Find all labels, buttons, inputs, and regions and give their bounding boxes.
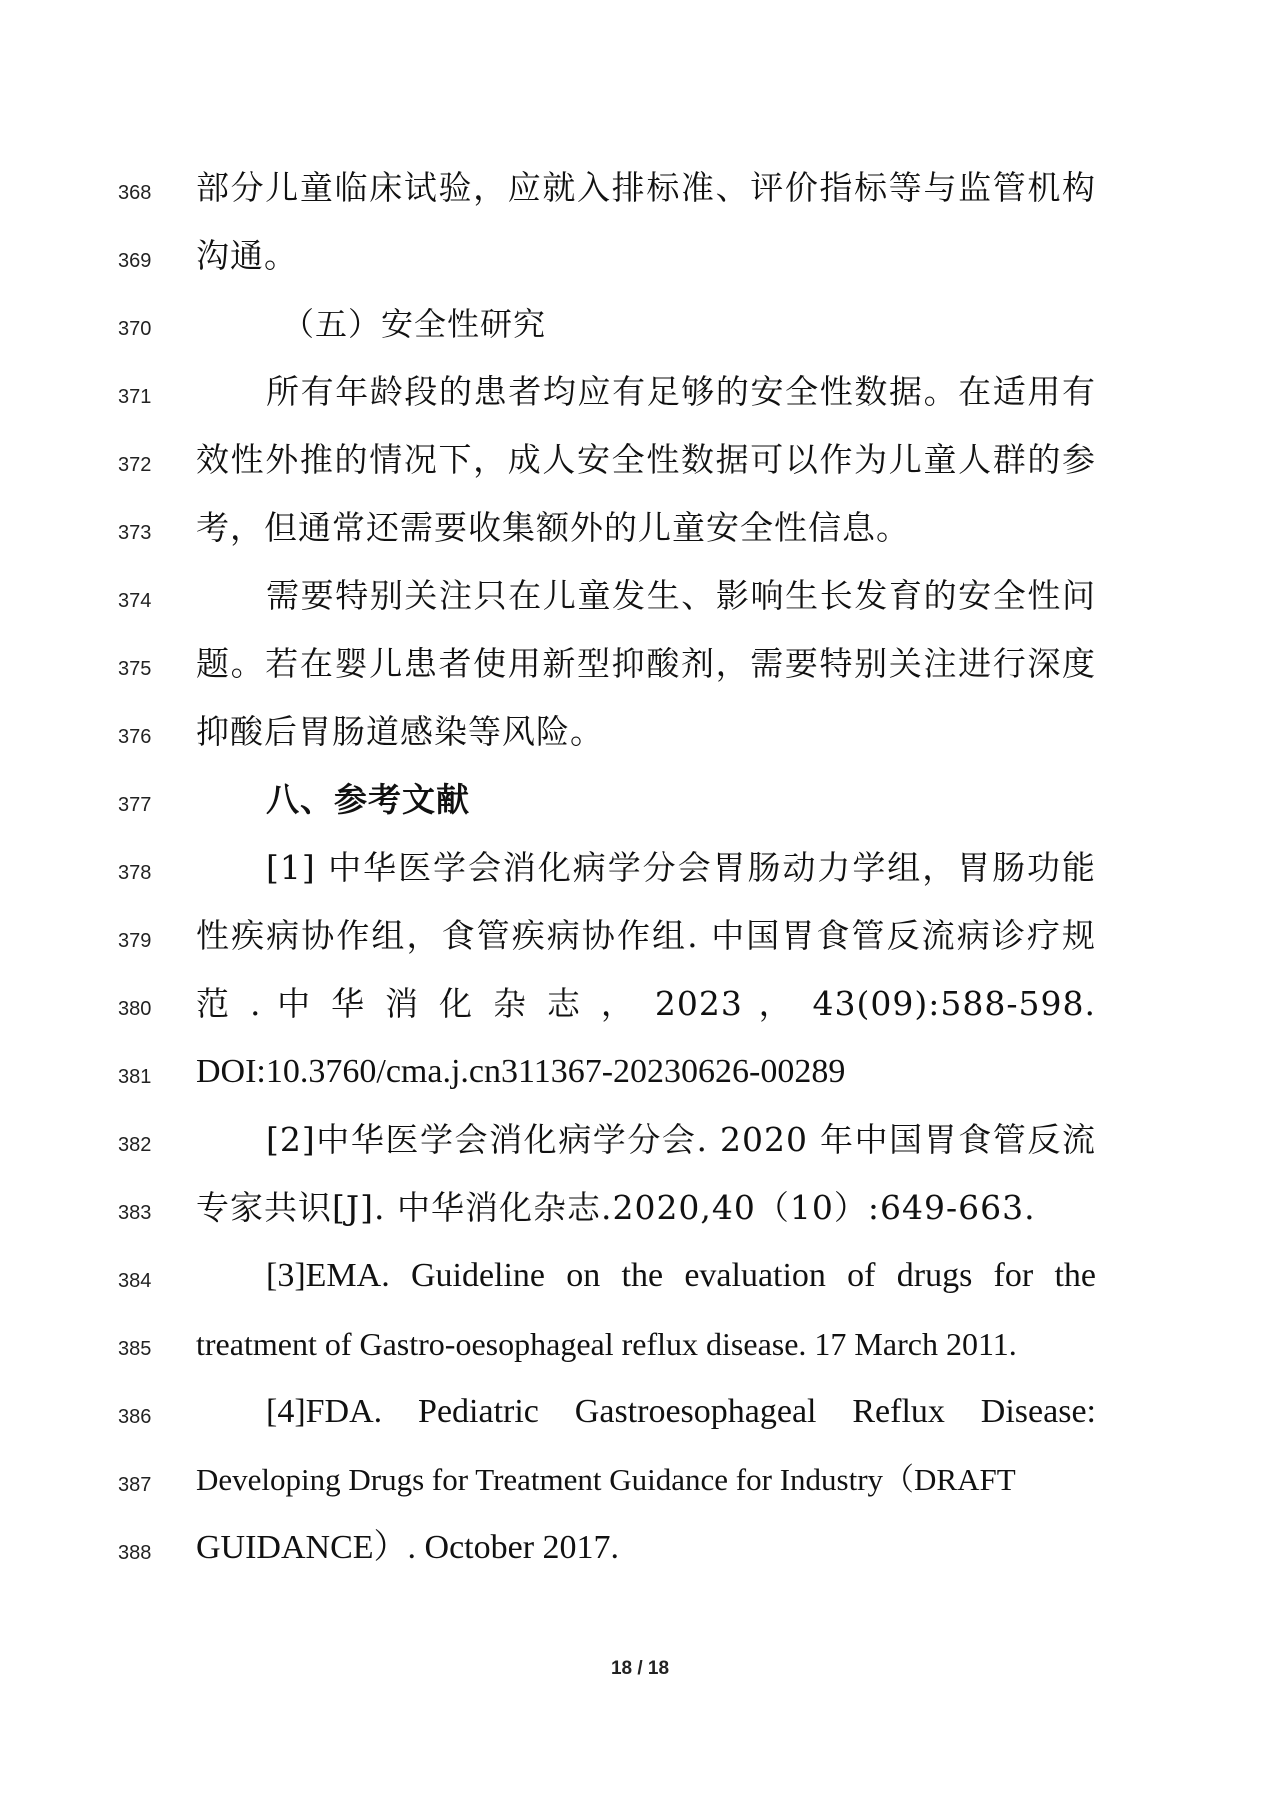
line-number: 375 [118, 658, 152, 680]
line-text: DOI:10.3760/cma.j.cn311367-20230626-00289 [196, 1053, 846, 1090]
line-text: （五）安全性研究 [282, 305, 547, 343]
line-text: 沟通。 [196, 236, 298, 275]
reference-line [0, 1448, 1280, 1516]
line-text: 所有年龄段的患者均应有足够的安全性数据。在适用有 [266, 372, 1096, 411]
reference-line [0, 972, 1280, 1040]
line-text: 专家共识[J]. 中华消化杂志.2020,40（10）:649-663. [196, 1188, 1036, 1227]
reference-line [0, 1244, 1280, 1312]
line-number: 385 [118, 1338, 152, 1360]
text-line [0, 496, 1280, 564]
line-text: 需要特别关注只在儿童发生、影响生长发育的安全性问 [266, 576, 1096, 615]
line-number: 380 [118, 998, 152, 1020]
line-number: 370 [118, 318, 152, 340]
section-heading [0, 768, 1280, 836]
reference-line [0, 1516, 1280, 1584]
line-number: 383 [118, 1202, 152, 1224]
text-line [0, 224, 1280, 292]
line-number: 369 [118, 250, 152, 272]
line-text: 性疾病协作组，食管疾病协作组. 中国胃食管反流病诊疗规 [196, 916, 1096, 955]
line-text: GUIDANCE）. October 2017. [196, 1529, 620, 1566]
line-text: 八、参考文献 [266, 780, 470, 819]
line-number: 368 [118, 182, 152, 204]
reference-line [0, 836, 1280, 904]
reference-line [0, 1312, 1280, 1380]
reference-line [0, 1108, 1280, 1176]
text-line [0, 632, 1280, 700]
text-line [0, 156, 1280, 224]
text-line [0, 428, 1280, 496]
line-number: 372 [118, 454, 152, 476]
page-number: 18 / 18 [610, 1658, 670, 1679]
line-text: 部分儿童临床试验，应就入排标准、评价指标等与监管机构 [196, 168, 1096, 207]
line-text: 范 . 中 华 消 化 杂 志 ， 2023 ， 43(09):588-598. [196, 984, 1096, 1023]
line-number: 376 [118, 726, 152, 748]
line-text: [3]EMA. Guideline on the evaluation of drugs for the [266, 1257, 1096, 1294]
line-number: 386 [118, 1406, 152, 1428]
line-text: 题。若在婴儿患者使用新型抑酸剂，需要特别关注进行深度 [196, 644, 1096, 683]
reference-line [0, 1380, 1280, 1448]
line-number: 387 [118, 1474, 152, 1496]
line-number: 379 [118, 930, 152, 952]
line-text: Developing Drugs for Treatment Guidance for Industry（DRAFT [196, 1462, 1016, 1497]
line-text: 考，但通常还需要收集额外的儿童安全性信息。 [196, 508, 910, 547]
subsection-heading [0, 292, 1280, 360]
line-text: 抑酸后胃肠道感染等风险。 [196, 712, 604, 751]
line-number: 382 [118, 1134, 152, 1156]
line-number: 374 [118, 590, 152, 612]
line-number: 377 [118, 794, 152, 816]
line-number: 373 [118, 522, 152, 544]
line-text: 效性外推的情况下，成人安全性数据可以作为儿童人群的参 [196, 440, 1096, 479]
text-line [0, 564, 1280, 632]
line-number: 378 [118, 862, 152, 884]
reference-line [0, 1040, 1280, 1108]
line-number: 371 [118, 386, 152, 408]
text-line [0, 700, 1280, 768]
line-text: treatment of Gastro-oesophageal reflux disease. 17 March 2011. [196, 1326, 1017, 1362]
line-text: [4]FDA. Pediatric Gastroesophageal Reflux Disease: [266, 1393, 1096, 1430]
line-text: [1] 中华医学会消化病学分会胃肠动力学组，胃肠功能 [266, 848, 1096, 887]
line-text: [2]中华医学会消化病学分会. 2020 年中国胃食管反流 [266, 1120, 1096, 1159]
reference-line [0, 904, 1280, 972]
line-number: 384 [118, 1270, 152, 1292]
reference-line [0, 1176, 1280, 1244]
line-number: 381 [118, 1066, 152, 1088]
text-line [0, 360, 1280, 428]
line-number: 388 [118, 1542, 152, 1564]
